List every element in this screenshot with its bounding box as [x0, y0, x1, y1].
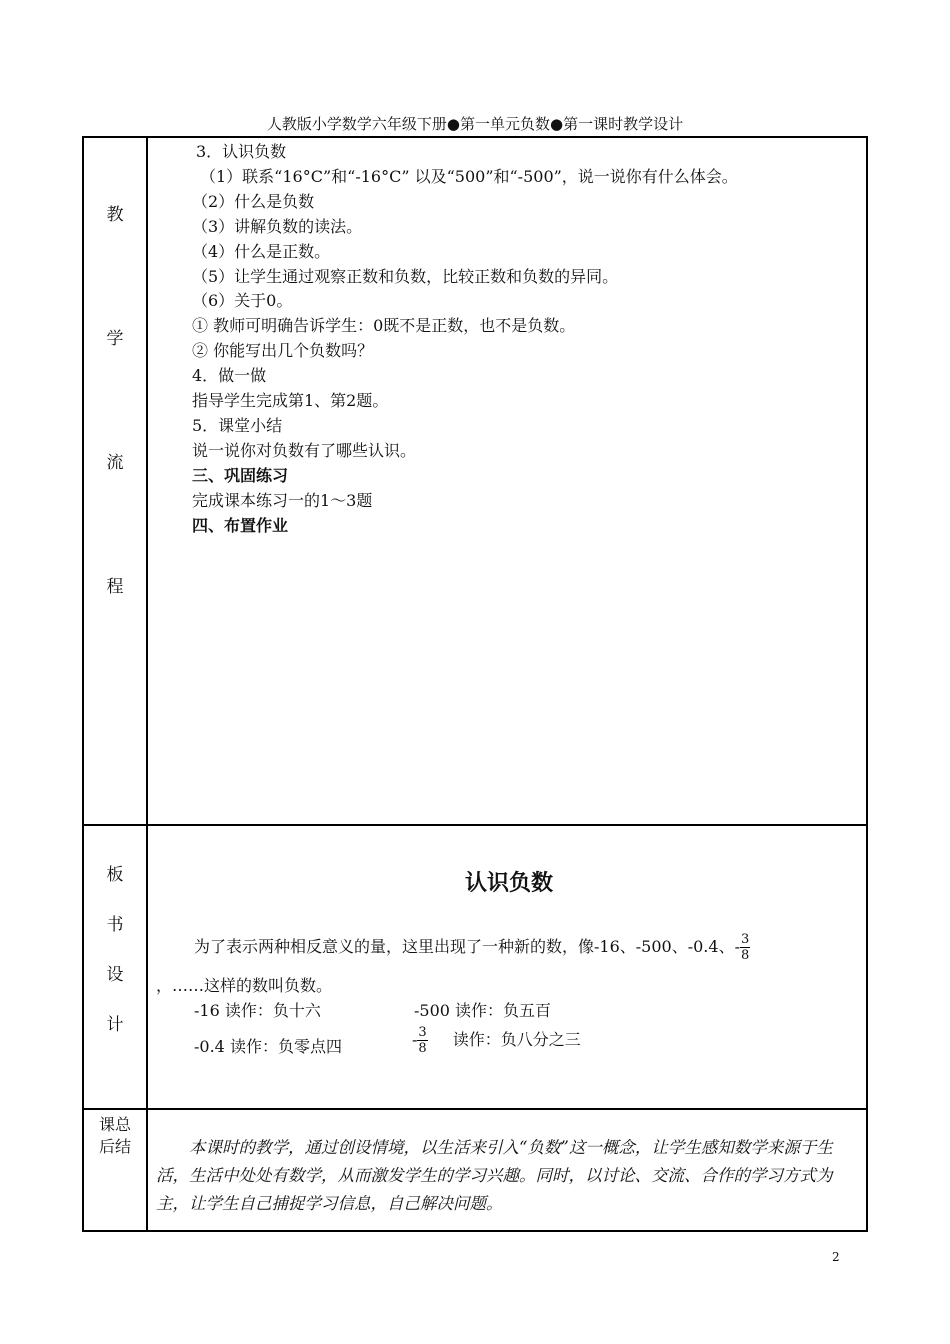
- summary-text: 本课时的教学，通过创设情境，以生活来引入“负数”这一概念，让学生感知数学来源于生活，生活中处处有数学，从而激发学生的学习兴趣。同时，以讨论、交流、合作的学习方式为主，让学生自己捕捉学习信息，自己解决问题。: [156, 1138, 833, 1213]
- teaching-flow-label-cell: [83, 137, 147, 825]
- board-intro-line: [194, 932, 750, 963]
- flow-label-char: 流: [106, 453, 124, 473]
- board-intro-end: ，……这样的数叫负数。: [156, 976, 333, 995]
- board-label-char: 设: [106, 965, 124, 985]
- flow-line: 5．课堂小结: [192, 415, 283, 435]
- board-design-row: [83, 825, 867, 1109]
- summary-label: [84, 1114, 146, 1158]
- flow-line: （5）让学生通过观察正数和负数，比较正数和负数的异同。: [192, 266, 619, 286]
- board-label-char: 计: [106, 1015, 124, 1035]
- flow-line: （6）关于0。: [192, 291, 293, 311]
- board-design-label-cell: [83, 825, 147, 1109]
- flow-label-char: 程: [106, 577, 124, 597]
- flow-line: （2）什么是负数: [192, 191, 315, 211]
- page-header: 人教版小学数学六年级下册●第一单元负数●第一课时教学设计: [266, 115, 684, 133]
- fraction-denominator: 8: [740, 948, 750, 963]
- summary-label-cell: [83, 1109, 147, 1231]
- board-label-char: 板: [106, 865, 124, 885]
- teaching-flow-content: [148, 138, 866, 539]
- flow-line: ② 你能写出几个负数吗？: [192, 341, 374, 361]
- flow-section-heading: 四、布置作业: [192, 515, 289, 535]
- reading-neg-three-eighths: [412, 1025, 581, 1056]
- reading-neg-zero-point-four: -0.4 读作：负零点四: [194, 1037, 342, 1056]
- flow-line: 完成课本练习一的1～3题: [192, 490, 373, 510]
- flow-line: 说一说你对负数有了哪些认识。: [192, 440, 417, 460]
- flow-line: （4）什么是正数。: [192, 241, 331, 261]
- fraction-three-eighths: [417, 1025, 427, 1056]
- board-design-content-cell: [147, 825, 867, 1109]
- flow-label-char: 学: [106, 329, 124, 349]
- minus-sign: -: [412, 1030, 418, 1049]
- flow-line: 4．做一做: [192, 366, 267, 386]
- board-label-char: 书: [106, 915, 124, 935]
- summary-label-line: 课总: [98, 1115, 131, 1134]
- summary-label-line: 后结: [98, 1137, 131, 1156]
- fraction-three-eighths: [740, 932, 750, 963]
- board-intro-text: 为了表示两种相反意义的量，这里出现了一种新的数，像-16、-500、-0.4、-: [194, 937, 740, 956]
- flow-label-char: 教: [106, 205, 124, 225]
- flow-line: ① 教师可明确告诉学生：0既不是正数，也不是负数。: [192, 316, 576, 336]
- board-title: 认识负数: [464, 871, 553, 896]
- flow-line-wrapped: [148, 165, 858, 190]
- teaching-flow-content-cell: [147, 137, 867, 825]
- flow-line: （3）讲解负数的读法。: [192, 216, 363, 236]
- flow-line: 3．认识负数: [196, 142, 287, 161]
- reading-neg-sixteen: -16 读作：负十六: [194, 1001, 321, 1020]
- flow-line: 指导学生完成第1、第2题。: [192, 391, 389, 411]
- teaching-flow-row: [83, 137, 867, 825]
- flow-line: （1）联系“16°C”和“-16°C” 以及“500”和“-500”，说一说你有什么体会。: [200, 166, 738, 186]
- flow-section-heading: 三、巩固练习: [192, 465, 289, 485]
- summary-content-cell: [147, 1109, 867, 1231]
- lesson-plan-table: [82, 136, 868, 1232]
- fraction-numerator: 3: [418, 1025, 427, 1040]
- page-number: 2: [832, 1250, 840, 1264]
- fraction-denominator: 8: [418, 1041, 427, 1056]
- reading-text: 读作：负八分之三: [452, 1030, 581, 1049]
- fraction-numerator: 3: [740, 932, 750, 947]
- summary-row: [83, 1109, 867, 1231]
- reading-neg-five-hundred: -500 读作：负五百: [414, 1001, 552, 1020]
